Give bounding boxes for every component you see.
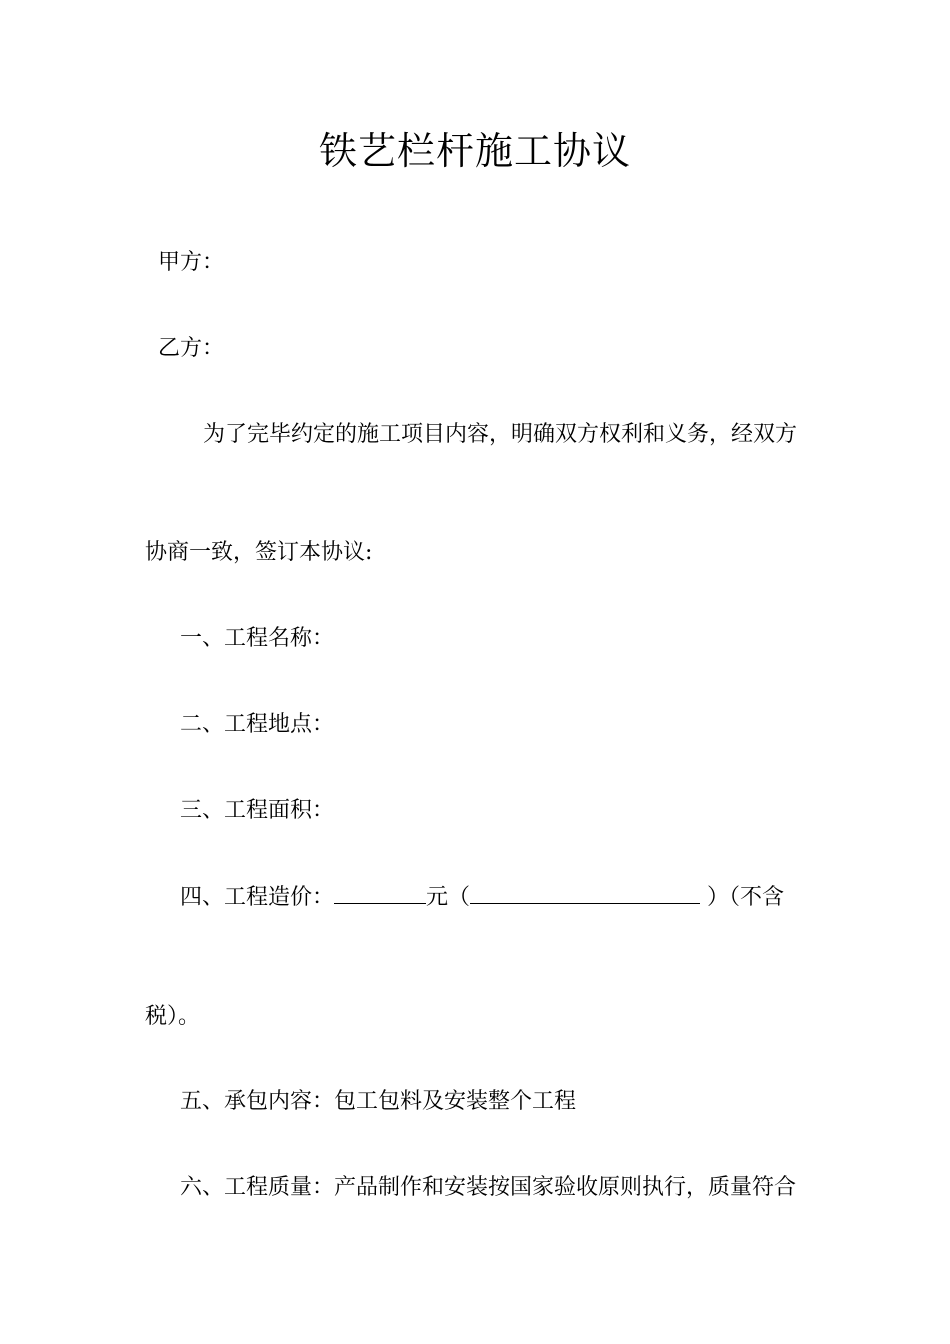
- clause-project-cost-continuation: 税）。: [145, 1004, 201, 1029]
- cost-unit: 元（: [426, 885, 471, 910]
- document-title: 铁艺栏杆施工协议: [318, 129, 631, 173]
- cost-tax-note: ）（不含: [700, 885, 785, 910]
- intro-paragraph-line-1: 为了完毕约定的施工项目内容，明确双方权利和义务，经双方: [203, 422, 798, 447]
- clause-project-location: 二、工程地点：: [180, 712, 335, 737]
- clause-project-cost-label: 四、工程造价：: [180, 885, 335, 910]
- clause-project-name: 一、工程名称：: [180, 626, 335, 651]
- party-b-label: 乙方：: [158, 336, 225, 361]
- clause-project-area: 三、工程面积：: [180, 798, 335, 823]
- cost-amount-blank: [334, 881, 426, 904]
- clause-project-quality: 六、工程质量：产品制作和安装按国家验收原则执行，质量符合: [180, 1175, 797, 1200]
- intro-paragraph-line-2: 协商一致，签订本协议:: [145, 540, 373, 565]
- party-a-label: 甲方：: [158, 250, 225, 275]
- clause-project-cost: [180, 881, 784, 913]
- cost-amount-words-blank: [470, 881, 700, 904]
- clause-contract-scope: 五、承包内容：包工包料及安装整个工程: [180, 1089, 577, 1114]
